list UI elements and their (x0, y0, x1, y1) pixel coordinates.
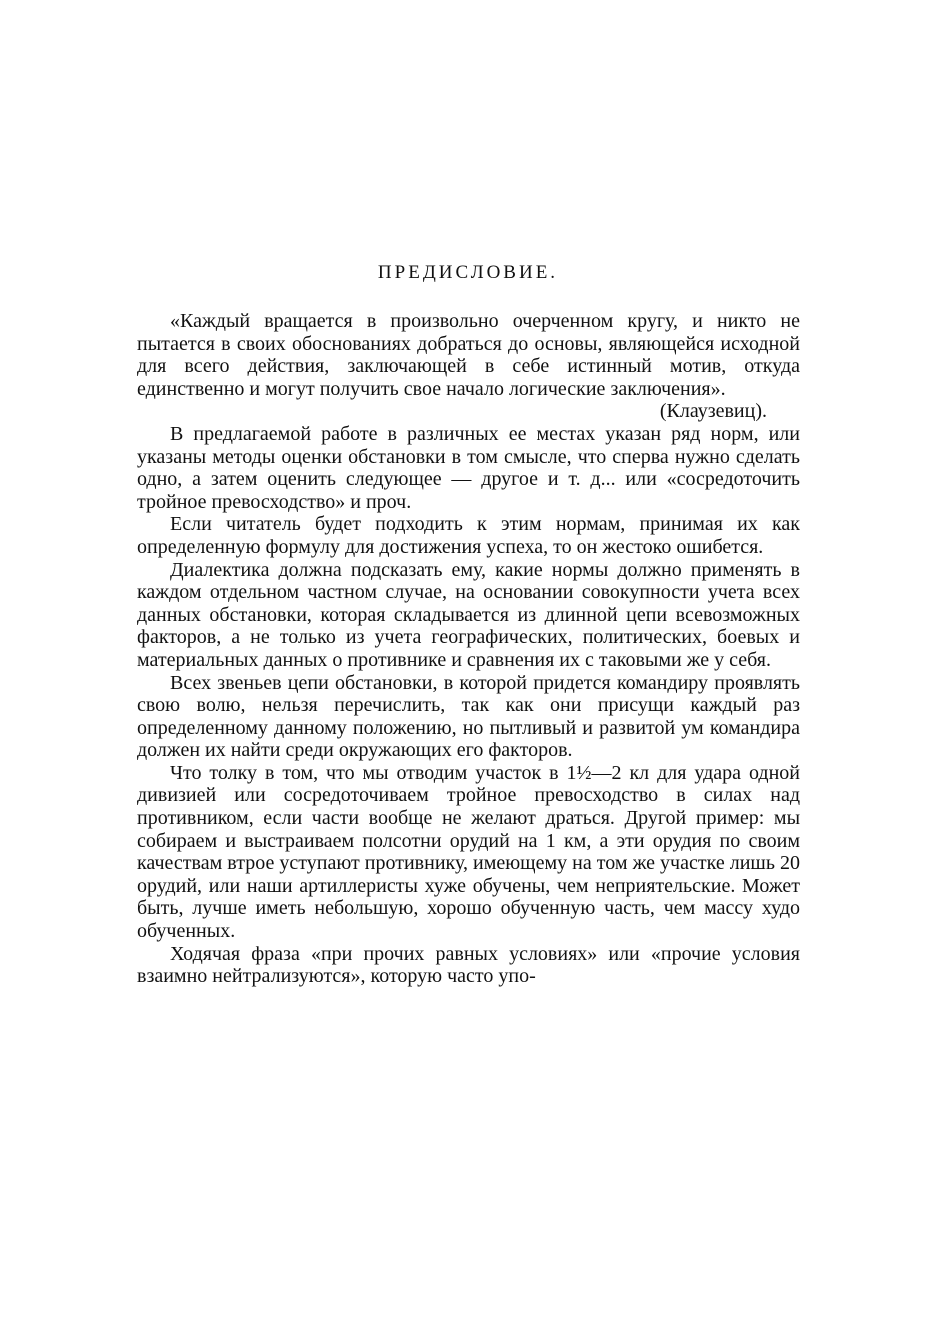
page-heading: ПРЕДИСЛОВИЕ. (377, 262, 559, 283)
paragraph-5: Что толку в том, что мы отводим участок в 1½—2 кл для удара одной дивизией или сосредоточиваем тройное превосходство в силах над противником, если части вообще не желают драться. Другой пример: мы собираем и выстраиваем полсотни орудий на 1 км, а эти орудия по своим качествам втрое уступают противнику, имеющему на том же участке лишь 20 орудий, или наши артиллеристы хуже обучены, чем неприятельские. Может быть, лучше иметь небольшую, хорошо обученную часть, чем массу худо обученных. (137, 761, 800, 943)
paragraph-3: Диалектика должна подсказать ему, какие нормы должно применять в каждом отдельном частном случае, на основании совокупности учета всех данных обстановки, которая складывается из длинной цепи всевозможных факторов, а не только из учета географических, политических, боевых и материальных данных о противнике и сравнения их с таковыми же у себя. (137, 558, 800, 671)
epigraph-author: (Клаузевиц). (659, 400, 767, 423)
epigraph-quote: «Каждый вращается в произвольно очерченном кругу, и никто не пытается в своих обоснованиях добраться до основы, являющейся исходной для всего действия, заключающей в себе истинный мотив, откуда единственно и могут получить свое начало логические заключения». (137, 310, 800, 400)
paragraph-2: Если читатель будет подходить к этим нормам, принимая их как определенную формулу для достижения успеха, то он жестоко ошибется. (137, 513, 800, 558)
body-text (137, 310, 800, 988)
paragraph-1: В предлагаемой работе в различных ее местах указан ряд норм, или указаны методы оценки обстановки в том смысле, что сперва нужно сделать одно, а затем оценить следующее — другое и т. д... или «сосредоточить тройное превосходство» и проч. (137, 422, 800, 513)
paragraph-6: Ходячая фраза «при прочих равных условиях» или «прочие условия взаимно нейтрализуются», которую часто упо- (137, 942, 800, 988)
paragraph-4: Всех звеньев цепи обстановки, в которой придется командиру проявлять свою волю, нельзя перечислить, так как они присущи каждый раз определенному данному положению, но пытливый и развитой ум командира должен их найти среди окружающих его факторов. (137, 671, 800, 762)
